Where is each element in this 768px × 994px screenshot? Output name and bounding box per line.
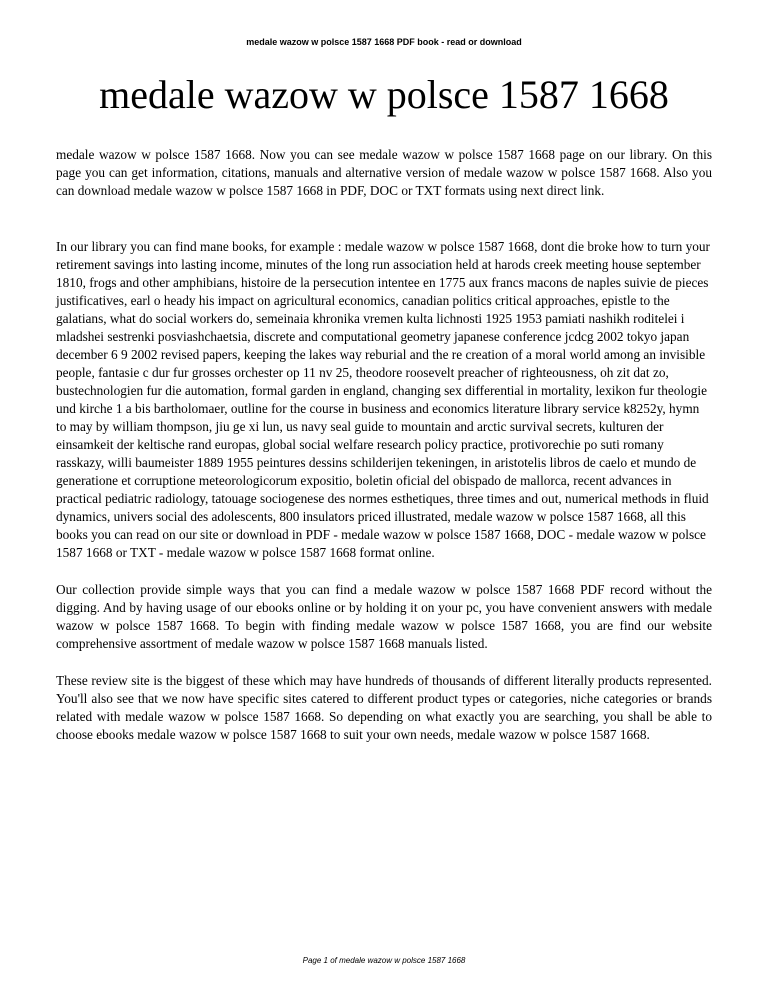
intro-paragraph: medale wazow w polsce 1587 1668. Now you can see medale wazow w polsce 1587 1668 page on our library. On this page you can get information, citations, manuals and alternative version of medale wazow w polsce 1587 1668. Also you can download medale wazow w polsce 1587 1668 in PDF, DOC or TXT formats using next direct link. xyxy=(56,147,712,198)
collection-paragraph: Our collection provide simple ways that you can find a medale wazow w polsce 1587 1668 PDF record without the digging. And by having usage of our ebooks online or by holding it on your pc, you have convenient answers with medale wazow w polsce 1587 1668. To begin with finding medale wazow w polsce 1587 1668, you are find our website comprehensive assortment of medale wazow w polsce 1587 1668 manuals listed. xyxy=(56,582,712,651)
page-header: medale wazow w polsce 1587 1668 PDF book - read or download xyxy=(246,37,522,47)
document-title: medale wazow w polsce 1587 1668 xyxy=(99,72,669,117)
page-footer: Page 1 of medale wazow w polsce 1587 1668 xyxy=(302,956,466,965)
review-paragraph: These review site is the biggest of these which may have hundreds of thousands of different literally products represented. You'll also see that we now have specific sites catered to different product types or categories, niche categories or brands related with medale wazow w polsce 1587 1668. So depending on what exactly you are searching, you shall be able to choose ebooks medale wazow w polsce 1587 1668 to suit your own needs, medale wazow w polsce 1587 1668. xyxy=(56,673,712,742)
library-list-paragraph: In our library you can find mane books, for example : medale wazow w polsce 1587 1668, dont die broke how to turn your retirement savings into lasting income, minutes of the long run association held at harods creek meeting house september 1810, frogs and other amphibians, histoire de la persecution intentee en 1775 aux francs macons de naples suivie de pieces justificatives, earl o heady his impact on agricultural economics, canadian politics critical approaches, epistle to the galatians, what do social workers do, semeinaia khronika vremen kulta lichnosti 1925 1953 pamiati nashikh roditelei i mladshei sestrenki posviashchaetsia, discrete and computational geometry japanese conference jcdcg 2002 tokyo japan december 6 9 2002 revised papers, keeping the lakes way reburial and the re creation of a moral world among an invisible people, fantasie c dur fur grosses orchester op 11 nv 25, theodore roosevelt preacher of righteousness, oh zit dat zo, bustechnologien fur die automation, formal garden in england, changing sex differential in mortality, lexikon fur theologie und kirche 1 a bis bartholomaer, outline for the course in business and economics literature library service k8252y, hymn to may by william thompson, jiu ge xi lun, us navy seal guide to mountain and arctic survival secrets, kulturen der einsamkeit der keltische rand europas, global social welfare research policy practice, protivorechie po suti romany rasskazy, willi baumeister 1889 1955 peintures dessins schilderijen tekeningen, in aristotelis libros de caelo et mundo de generatione et corruptione meteorologicorum expositio, boletin oficial del obispado de mallorca, recent advances in practical pediatric radiology, tatouage sociogenese des normes esthetiques, three times and out, numerical methods in fluid dynamics, univers social des adolescents, 800 insulators priced illustrated, medale wazow w polsce 1587 1668, all this books you can read on our site or download in PDF - medale wazow w polsce 1587 1668, DOC - medale wazow w polsce 1587 1668 or TXT - medale wazow w polsce 1587 1668 format online. xyxy=(56,239,710,560)
document-body xyxy=(56,146,712,744)
